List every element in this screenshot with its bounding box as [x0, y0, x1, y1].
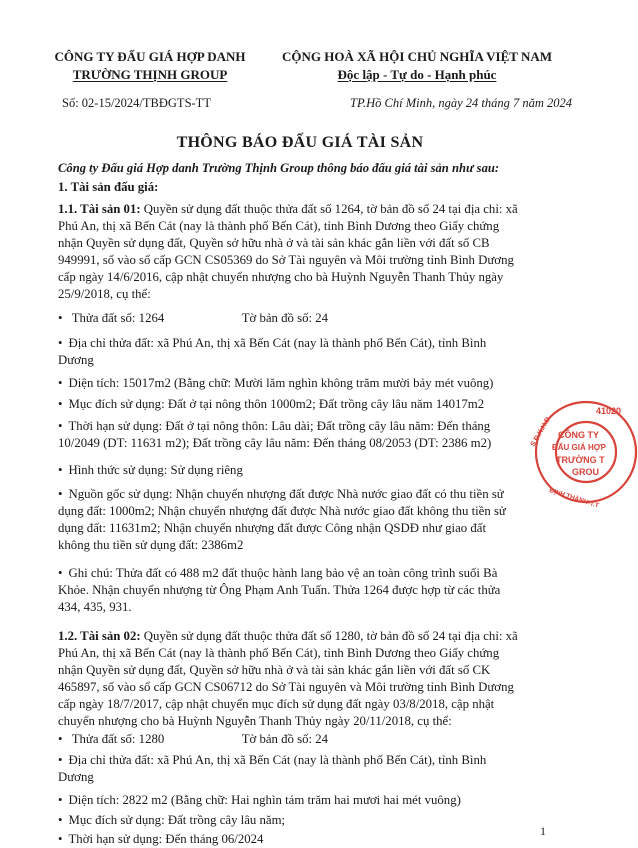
- asset1-line: cấp ngày 14/6/2016, cập nhật chuyển nhượng cho bà Huỳnh Nguyễn Thanh Thủy ngày: [58, 270, 504, 284]
- asset2-line: cấp ngày 18/7/2017, cập nhật chuyển mục đích sử dụng đất ngày 03/8/2018, cập nhật: [58, 697, 495, 711]
- asset1-note-line: Khỏe. Nhận chuyển nhượng từ Ông Phạm Anh Tuấn. Thửa 1264 được hợp từ các thửa: [58, 583, 501, 597]
- date-line: TP.Hồ Chí Minh, ngày 24 tháng 7 năm 2024: [350, 96, 572, 110]
- asset2-term-item: • Thời hạn sử dụng: Đến tháng 06/2024: [58, 831, 578, 848]
- asset2-map-no: Tờ bản đồ số: 24: [241, 732, 329, 746]
- asset1-origin-line: không thu tiền sử dụng đất: 2386m2: [58, 538, 244, 552]
- asset1-term-line: Thời hạn sử dụng: Đất ở tại nông thôn: Lâu dài; Đất trồng cây lâu năm: Đến tháng: [68, 419, 491, 433]
- seal-line2: ĐẤU GIÁ HỢP: [552, 443, 606, 452]
- asset1-line: 949991, số vào sổ cấp GCN CS05369 do Sở Tài nguyên và Môi trường tỉnh Bình Dương: [58, 253, 514, 267]
- asset1-line: Quyền sử dụng đất thuộc thửa đất số 1264, tờ bản đồ số 24 tại địa chỉ: xã: [140, 202, 518, 216]
- seal-number: 41020: [596, 406, 622, 416]
- asset2-line: nhận Quyền sử dụng đất, Quyền sở hữu nhà ở và tài sản khác gắn liền với đất số CK: [58, 663, 491, 677]
- asset1-note-line: 434, 435, 931.: [58, 600, 132, 614]
- company-seal: [528, 400, 638, 510]
- asset2-line: 465897, số vào sổ cấp GCN CS06712 do Sở Tài nguyên và Môi trường tỉnh Bình Dương: [58, 680, 514, 694]
- seal-line4: GROU: [572, 467, 599, 477]
- asset1-description: [58, 201, 578, 303]
- seal-bottom-text: ĐỊNH THÀNH-T.T: [548, 487, 600, 510]
- reference-number: Số: 02-15/2024/TBĐGTS-TT: [62, 96, 211, 110]
- intro-sentence: Công ty Đấu giá Hợp danh Trường Thịnh Group thông báo đấu giá tài sản như sau:: [58, 161, 500, 175]
- issuer-block: [50, 48, 250, 84]
- asset1-line: 25/9/2018, cụ thể:: [58, 287, 151, 301]
- nation-name: CỘNG HOÀ XÃ HỘI CHỦ NGHĨA VIỆT NAM: [281, 49, 553, 64]
- asset1-origin-line: dụng đất: 11631m2; Nhận chuyển nhượng đất được Công nhận QSDĐ như giao đất: [58, 521, 487, 535]
- asset2-address-line: Địa chỉ thửa đất: xã Phú An, thị xã Bến Cát (nay là thành phố Bến Cát), tỉnh Bình: [68, 753, 487, 767]
- seal-line1: CÔNG TY: [558, 430, 600, 440]
- asset2-line: Quyền sử dụng đất thuộc thửa đất số 1280, tờ bản đồ số 24 tại địa chỉ: xã: [140, 629, 518, 643]
- seal-line3: TRƯỜNG T: [556, 455, 605, 465]
- asset1-line: nhận Quyền sử dụng đất, Quyền sở hữu nhà ở và tài sản khác gắn liền với đất số CB: [58, 236, 490, 250]
- asset1-term-item: [58, 418, 578, 452]
- asset1-origin-item: [58, 486, 578, 554]
- asset1-purpose-item: • Mục đích sử dụng: Đất ở tại nông thôn 1000m2; Đất trồng cây lâu năm 14017m2: [58, 396, 578, 413]
- asset2-parcel-no: Thửa đất số: 1280: [71, 732, 165, 746]
- asset1-parcel-no: Thửa đất số: 1264: [71, 311, 165, 325]
- asset1-address-line: Địa chỉ thửa đất: xã Phú An, thị xã Bến Cát (nay là thành phố Bến Cát), tỉnh Bình: [68, 336, 487, 350]
- asset1-map-no: Tờ bản đồ số: 24: [241, 311, 329, 325]
- asset2-line: Phú An, thị xã Bến Cát (nay là thành phố Bến Cát), tỉnh Bình Dương theo Giấy chứng: [58, 646, 500, 660]
- asset2-label: 1.2. Tài sản 02:: [58, 629, 141, 643]
- company-name-line1: CÔNG TY ĐẤU GIÁ HỢP DANH: [54, 49, 246, 64]
- asset1-note-line: Ghi chú: Thửa đất có 488 m2 đất thuộc hành lang bảo vệ an toàn công trình suối Bà: [68, 566, 498, 580]
- asset1-note-item: [58, 565, 578, 616]
- asset1-area-item: • Diện tích: 15017m2 (Bằng chữ: Mười lăm nghìn không trăm mười bảy mét vuông): [58, 375, 578, 392]
- asset1-form-item: • Hình thức sử dụng: Sử dụng riêng: [58, 462, 578, 479]
- asset1-address-item: [58, 335, 578, 369]
- company-name-line2: TRƯỜNG THỊNH GROUP: [72, 67, 228, 82]
- asset1-line: Phú An, thị xã Bến Cát (nay là thành phố Bến Cát), tỉnh Bình Dương theo Giấy chứng: [58, 219, 500, 233]
- asset1-origin-line: dụng đất: 1000m2; Nhận chuyển nhượng đất được Nhà nước giao đất không thu tiền sử: [58, 504, 506, 518]
- asset2-line: chuyển nhượng cho bà Huỳnh Nguyễn Thanh Thủy ngày 20/11/2018, cụ thể:: [58, 714, 452, 728]
- page-number: 1: [540, 824, 546, 838]
- asset2-parcel-item: [58, 731, 578, 748]
- asset1-term-line: 10/2049 (DT: 11631 m2); Đất trồng cây lâu năm: Đến tháng 08/2053 (DT: 2386 m2): [58, 436, 492, 450]
- asset2-description: [58, 628, 578, 730]
- national-motto-block: [262, 48, 572, 84]
- section-1-heading: 1. Tài sản đấu giá:: [58, 180, 159, 194]
- seal-ring-text: S.Đ.K.H.Đ: [529, 416, 553, 448]
- asset2-address-line: Dương: [58, 770, 94, 784]
- asset1-label: 1.1. Tài sản 01:: [58, 202, 141, 216]
- document-title: THÔNG BÁO ĐẤU GIÁ TÀI SẢN: [176, 134, 424, 151]
- asset1-parcel-item: [58, 310, 578, 327]
- asset2-area-item: • Diện tích: 2822 m2 (Bằng chữ: Hai nghìn tám trăm hai mươi hai mét vuông): [58, 792, 578, 809]
- motto: Độc lập - Tự do - Hạnh phúc: [337, 67, 497, 82]
- asset1-address-line: Dương: [58, 353, 94, 367]
- asset1-origin-line: Nguồn gốc sử dụng: Nhận chuyển nhượng đất được Nhà nước giao đất có thu tiền sử: [68, 487, 504, 501]
- asset2-address-item: [58, 752, 578, 786]
- asset2-purpose-item: • Mục đích sử dụng: Đất trồng cây lâu năm;: [58, 812, 578, 829]
